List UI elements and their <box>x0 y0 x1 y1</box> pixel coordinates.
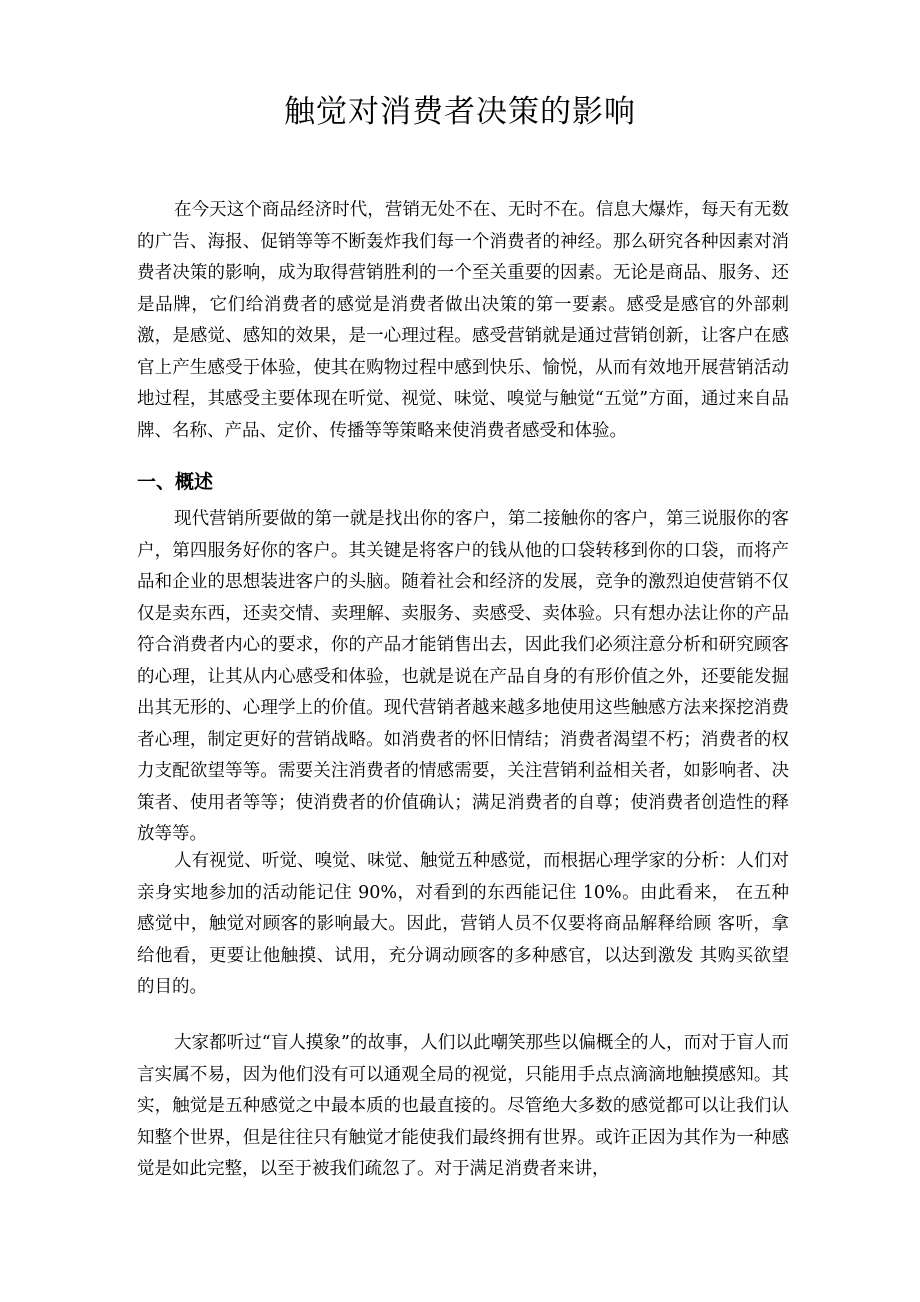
document-title: 触觉对消费者决策的影响 <box>284 94 636 130</box>
section-heading: 一、概述 <box>137 471 214 493</box>
body-paragraph: 现代营销所要做的第一就是找出你的客户，第二接触你的客户，第三说服你的客户，第四服务好你的客户。其关键是将客户的钱从他的口袋转移到你的口袋，而将产品和企业的思想装进客户的头脑。随着社会和经济的发展，竞争的激烈迫使营销不仅仅是卖东西，还卖交情、卖理解、卖服务、卖感受、卖体验。只有想办法让你的产品符合消费者内心的要求，你的产品才能销售出去，因此我们必须注意分析和研究顾客的心理，让其从内心感受和体验，也就是说在产品自身的有形价值之外，还要能发掘出其无形的、心理学上的价值。现代营销者越来越多地使用这些触感方法来探挖消费者心理，制定更好的营销战略。如消费者的怀旧情结；消费者渴望不朽；消费者的权力支配欲望等等。需要关注消费者的情感需要，关注营销利益相关者，如影响者、决策者、使用者等等；使消费者的价值确认；满足消费者的自尊；使消费者创造性的释放等等。 <box>137 509 789 844</box>
body-paragraph: 人有视觉、听觉、嗅觉、味觉、触觉五种感觉，而根据心理学家的分析：人们对亲身实地参加的活动能记住 90%，对看到的东西能记住 10%。由此看来， 在五种感觉中，触觉对顾客的影响最大。因此，营销人员不仅要将商品解释给顾 客听，拿给他看，更要让他触摸、试用，充分调动顾客的多种感官，以达到激发 其购买欲望的目的。 <box>137 851 789 997</box>
intro-paragraph: 在今天这个商品经济时代，营销无处不在、无时不在。信息大爆炸，每天有无数的广告、海报、促销等等不断轰炸我们每一个消费者的神经。那么研究各种因素对消费者决策的影响，成为取得营销胜利的一个至关重要的因素。无论是商品、服务、还是品牌，它们给消费者的感觉是消费者做出决策的第一要素。感受是感官的外部刺激，是感觉、感知的效果，是一心理过程。感受营销就是通过营销创新，让客户在感官上产生感受于体验，使其在购物过程中感到快乐、愉悦，从而有效地开展营销活动地过程，其感受主要体现在听觉、视觉、味觉、嗅觉与触觉“五觉”方面，通过来自品牌、名称、产品、定价、传播等等策略来使消费者感受和体验。 <box>137 200 789 441</box>
body-paragraph: 大家都听过“盲人摸象”的故事，人们以此嘲笑那些以偏概全的人，而对于盲人而言实属不易，因为他们没有可以通观全局的视觉，只能用手点点滴滴地触摸感知。其实，触觉是五种感觉之中最本质的也最直接的。尽管绝大多数的感觉都可以让我们认知整个世界，但是往往只有触觉才能使我们最终拥有世界。或许正因为其作为一种感觉是如此完整，以至于被我们疏忽了。对于满足消费者来讲， <box>137 1033 789 1179</box>
